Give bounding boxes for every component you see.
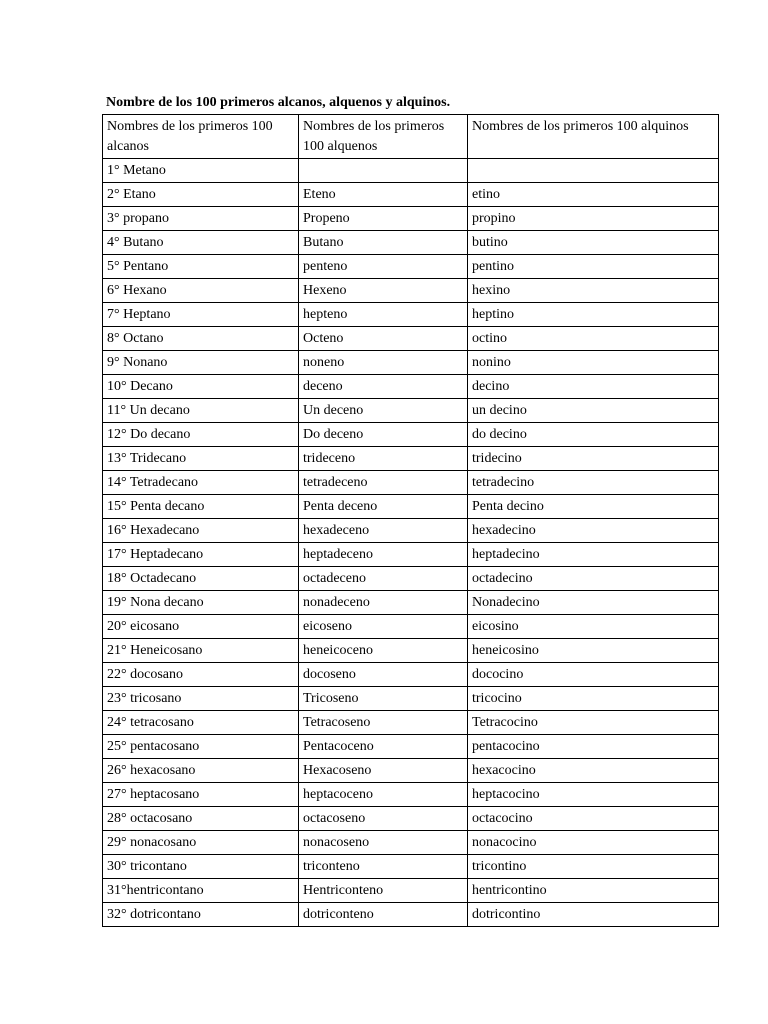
- table-row: [103, 519, 719, 543]
- alcano-cell: 17° Heptadecano: [103, 543, 299, 567]
- alcano-cell: 7° Heptano: [103, 303, 299, 327]
- alqueno-cell: Tricoseno: [299, 687, 468, 711]
- alcano-cell: 30° tricontano: [103, 855, 299, 879]
- alquino-cell: tetradecino: [468, 471, 719, 495]
- alquino-cell: pentino: [468, 255, 719, 279]
- alquino-cell: nonino: [468, 351, 719, 375]
- alquino-cell: octadecino: [468, 567, 719, 591]
- alcano-cell: 20° eicosano: [103, 615, 299, 639]
- header-alcanos: Nombres de los primeros 100 alcanos: [103, 115, 299, 159]
- alqueno-cell: Eteno: [299, 183, 468, 207]
- alcano-cell: 13° Tridecano: [103, 447, 299, 471]
- alqueno-cell: trideceno: [299, 447, 468, 471]
- table-row: [103, 639, 719, 663]
- alcano-cell: 22° docosano: [103, 663, 299, 687]
- alqueno-cell: Tetracoseno: [299, 711, 468, 735]
- alqueno-cell: Hentriconteno: [299, 879, 468, 903]
- table-row: [103, 399, 719, 423]
- alquino-cell: heptadecino: [468, 543, 719, 567]
- alqueno-cell: Do deceno: [299, 423, 468, 447]
- alquino-cell: heptino: [468, 303, 719, 327]
- alcano-cell: 15° Penta decano: [103, 495, 299, 519]
- alcano-cell: 3° propano: [103, 207, 299, 231]
- alcano-cell: 23° tricosano: [103, 687, 299, 711]
- table-row: [103, 207, 719, 231]
- alquino-cell: Nonadecino: [468, 591, 719, 615]
- table-row: [103, 735, 719, 759]
- alquino-cell: octacocino: [468, 807, 719, 831]
- alquino-cell: octino: [468, 327, 719, 351]
- alcano-cell: 6° Hexano: [103, 279, 299, 303]
- alqueno-cell: nonacoseno: [299, 831, 468, 855]
- alquino-cell: decino: [468, 375, 719, 399]
- table-row: [103, 279, 719, 303]
- alqueno-cell: deceno: [299, 375, 468, 399]
- alqueno-cell: hexadeceno: [299, 519, 468, 543]
- alcano-cell: 18° Octadecano: [103, 567, 299, 591]
- header-alquenos: Nombres de los primeros 100 alquenos: [299, 115, 468, 159]
- alcano-cell: 2° Etano: [103, 183, 299, 207]
- alcano-cell: 14° Tetradecano: [103, 471, 299, 495]
- table-row: [103, 351, 719, 375]
- alqueno-cell: nonadeceno: [299, 591, 468, 615]
- alquino-cell: eicosino: [468, 615, 719, 639]
- alquino-cell: hentricontino: [468, 879, 719, 903]
- alqueno-cell: penteno: [299, 255, 468, 279]
- names-table: [102, 114, 719, 927]
- table-row: [103, 183, 719, 207]
- table-row: [103, 711, 719, 735]
- alqueno-cell: Octeno: [299, 327, 468, 351]
- alcano-cell: 8° Octano: [103, 327, 299, 351]
- alcano-cell: 31°hentricontano: [103, 879, 299, 903]
- table-row: [103, 591, 719, 615]
- table-body: [103, 159, 719, 927]
- document-title: Nombre de los 100 primeros alcanos, alquenos y alquinos.: [106, 95, 451, 110]
- alqueno-cell: Un deceno: [299, 399, 468, 423]
- table-row: [103, 759, 719, 783]
- table-row: [103, 471, 719, 495]
- alcano-cell: 1° Metano: [103, 159, 299, 183]
- alcano-cell: 12° Do decano: [103, 423, 299, 447]
- alqueno-cell: Hexeno: [299, 279, 468, 303]
- alqueno-cell: triconteno: [299, 855, 468, 879]
- alqueno-cell: heptadeceno: [299, 543, 468, 567]
- alquino-cell: [468, 159, 719, 183]
- alqueno-cell: heptacoceno: [299, 783, 468, 807]
- table-row: [103, 855, 719, 879]
- table-row: [103, 879, 719, 903]
- alquino-cell: hexacocino: [468, 759, 719, 783]
- alqueno-cell: Propeno: [299, 207, 468, 231]
- alcano-cell: 28° octacosano: [103, 807, 299, 831]
- alcano-cell: 26° hexacosano: [103, 759, 299, 783]
- alquino-cell: hexino: [468, 279, 719, 303]
- alcano-cell: 4° Butano: [103, 231, 299, 255]
- alqueno-cell: octadeceno: [299, 567, 468, 591]
- table-row: [103, 903, 719, 927]
- alquino-cell: propino: [468, 207, 719, 231]
- alqueno-cell: eicoseno: [299, 615, 468, 639]
- alquino-cell: un decino: [468, 399, 719, 423]
- table-header-row: [103, 115, 719, 159]
- alcano-cell: 9° Nonano: [103, 351, 299, 375]
- table-row: [103, 423, 719, 447]
- table-row: [103, 615, 719, 639]
- alcano-cell: 24° tetracosano: [103, 711, 299, 735]
- alcano-cell: 25° pentacosano: [103, 735, 299, 759]
- alqueno-cell: docoseno: [299, 663, 468, 687]
- table-row: [103, 543, 719, 567]
- alquino-cell: Penta decino: [468, 495, 719, 519]
- alquino-cell: pentacocino: [468, 735, 719, 759]
- alqueno-cell: dotriconteno: [299, 903, 468, 927]
- alcano-cell: 29° nonacosano: [103, 831, 299, 855]
- table-row: [103, 687, 719, 711]
- alcano-cell: 19° Nona decano: [103, 591, 299, 615]
- alquino-cell: Tetracocino: [468, 711, 719, 735]
- table-row: [103, 159, 719, 183]
- alqueno-cell: [299, 159, 468, 183]
- table-row: [103, 375, 719, 399]
- alqueno-cell: Penta deceno: [299, 495, 468, 519]
- alquino-cell: etino: [468, 183, 719, 207]
- alquino-cell: dococino: [468, 663, 719, 687]
- alquino-cell: nonacocino: [468, 831, 719, 855]
- table-row: [103, 567, 719, 591]
- header-alquinos: Nombres de los primeros 100 alquinos: [468, 115, 719, 159]
- alqueno-cell: octacoseno: [299, 807, 468, 831]
- alquino-cell: heptacocino: [468, 783, 719, 807]
- alquino-cell: heneicosino: [468, 639, 719, 663]
- alqueno-cell: Hexacoseno: [299, 759, 468, 783]
- alquino-cell: tricontino: [468, 855, 719, 879]
- alcano-cell: 11° Un decano: [103, 399, 299, 423]
- table-row: [103, 447, 719, 471]
- table-row: [103, 831, 719, 855]
- alcano-cell: 5° Pentano: [103, 255, 299, 279]
- alqueno-cell: heneicoceno: [299, 639, 468, 663]
- alqueno-cell: noneno: [299, 351, 468, 375]
- alquino-cell: hexadecino: [468, 519, 719, 543]
- alcano-cell: 21° Heneicosano: [103, 639, 299, 663]
- alquino-cell: do decino: [468, 423, 719, 447]
- alcano-cell: 27° heptacosano: [103, 783, 299, 807]
- table-row: [103, 231, 719, 255]
- alqueno-cell: Pentacoceno: [299, 735, 468, 759]
- alquino-cell: butino: [468, 231, 719, 255]
- table-row: [103, 807, 719, 831]
- alquino-cell: tricocino: [468, 687, 719, 711]
- alqueno-cell: Butano: [299, 231, 468, 255]
- alqueno-cell: tetradeceno: [299, 471, 468, 495]
- table-row: [103, 303, 719, 327]
- table-row: [103, 663, 719, 687]
- alqueno-cell: hepteno: [299, 303, 468, 327]
- alcano-cell: 10° Decano: [103, 375, 299, 399]
- alcano-cell: 16° Hexadecano: [103, 519, 299, 543]
- alquino-cell: dotricontino: [468, 903, 719, 927]
- table-row: [103, 255, 719, 279]
- table-row: [103, 495, 719, 519]
- table-row: [103, 327, 719, 351]
- alcano-cell: 32° dotricontano: [103, 903, 299, 927]
- table-row: [103, 783, 719, 807]
- alquino-cell: tridecino: [468, 447, 719, 471]
